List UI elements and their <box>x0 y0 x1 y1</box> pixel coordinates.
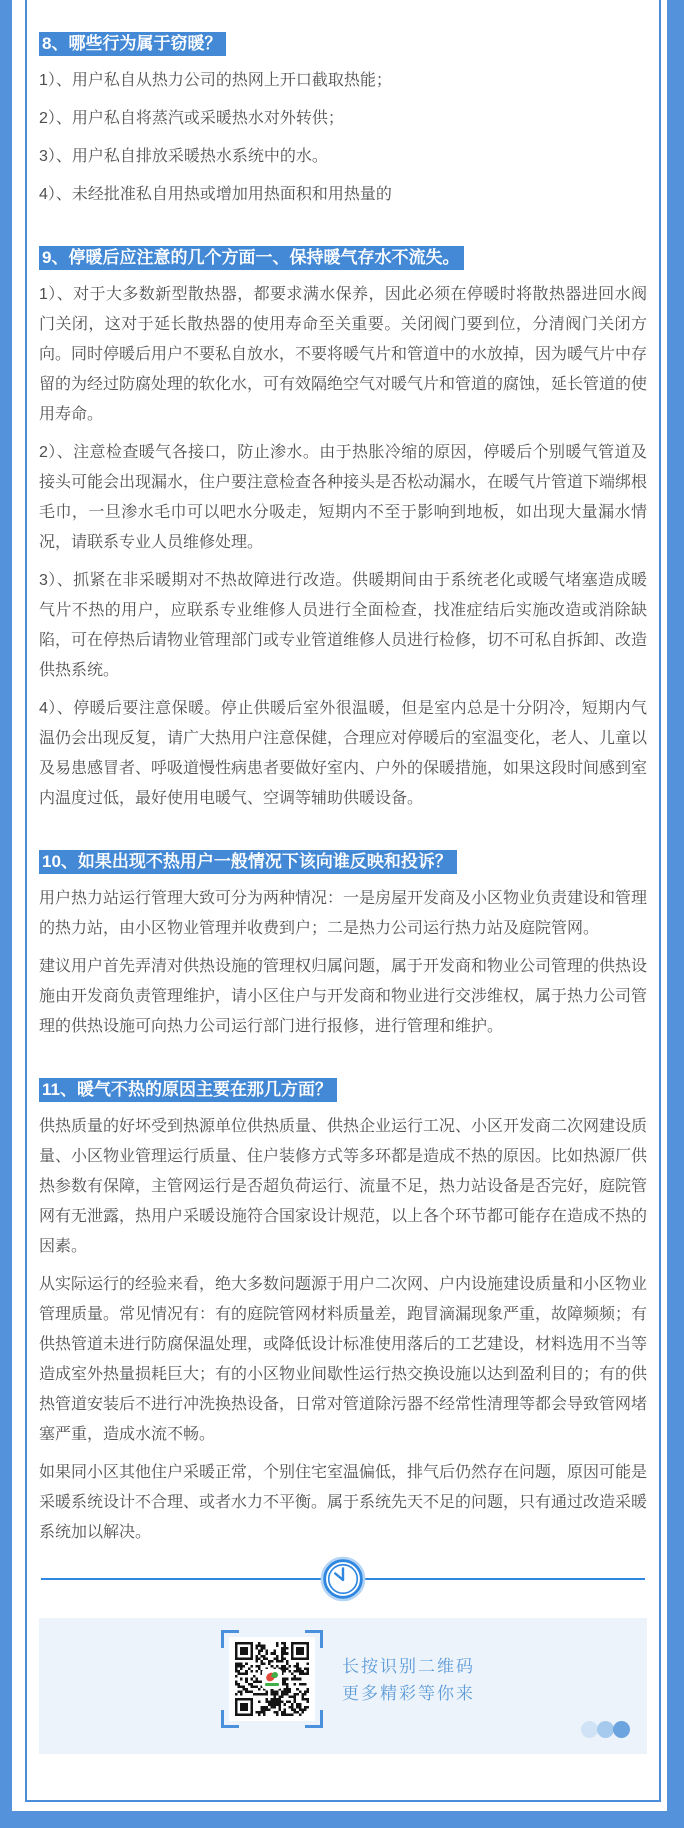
frame-left-bar <box>0 0 12 1828</box>
pager-dot <box>597 1721 614 1738</box>
paragraph: 1）、用户私自从热力公司的热网上开口截取热能； <box>39 72 392 89</box>
section-heading: 10、如果出现不热用户一般情况下该向谁反映和投诉？ <box>39 850 457 874</box>
clock-icon <box>320 1556 366 1602</box>
faq-section <box>39 850 647 1042</box>
pager-dots <box>582 1721 630 1738</box>
qr-panel <box>39 1618 647 1754</box>
section-paragraphs <box>39 66 647 210</box>
qr-caption-line2: 更多精彩等你来 <box>342 1684 475 1703</box>
frame-bottom-bar <box>0 1811 684 1828</box>
frame-right-bar <box>667 0 684 1828</box>
section-divider <box>39 1556 647 1602</box>
pager-dot <box>613 1721 630 1738</box>
section-paragraphs <box>39 1112 647 1548</box>
section-heading: 11、暖气不热的原因主要在那几方面？ <box>39 1078 337 1102</box>
section-heading: 9、停暖后应注意的几个方面一、保持暖气存水不流失。 <box>39 246 464 270</box>
paragraph: 建议用户首先弄清对供热设施的管理权归属问题，属于开发商和物业公司管理的供热设施由开发商负责管理维护，请小区住户与开发商和物业进行交涉维权，属于热力公司管理的供热设施可向热力公司运行部门进行报修，进行管理和维护。 <box>39 958 648 1035</box>
paragraph: 如果同小区其他住户采暖正常，个别住宅室温偏低，排气后仍然存在问题，原因可能是采暖系统设计不合理、或者水力不平衡。属于系统先天不足的问题，只有通过改造采暖系统加以解决。 <box>39 1464 648 1541</box>
paragraph: 用户热力站运行管理大致可分为两种情况：一是房屋开发商及小区物业负责建设和管理的热力站，由小区物业管理并收费到户；二是热力公司运行热力站及庭院管网。 <box>39 890 648 937</box>
section-paragraphs <box>39 884 647 1042</box>
section-heading: 8、哪些行为属于窃暖？ <box>39 32 226 56</box>
paragraph: 4）、未经批准私自用热或增加用热面积和用热量的 <box>39 186 392 203</box>
paragraph: 2）、注意检查暖气各接口，防止渗水。由于热胀冷缩的原因，停暖后个别暖气管道及接头可能会出现漏水，住户要注意检查各种接头是否松动漏水，在暖气片管道下端绑根毛巾，一旦渗水毛巾可以吧水分吸走，短期内不至于影响到地板，如出现大量漏水情况，请联系专业人员维修处理。 <box>39 444 648 551</box>
qr-code-image <box>229 1637 315 1721</box>
qr-logo <box>262 1669 282 1689</box>
qr-caption-line1: 长按识别二维码 <box>342 1657 475 1676</box>
section-paragraphs <box>39 280 647 814</box>
article-frame <box>25 0 661 1802</box>
paragraph: 从实际运行的经验来看，绝大多数问题源于用户二次网、户内设施建设质量和小区物业管理质量。常见情况有：有的庭院管网材料质量差，跑冒滴漏现象严重，故障频频；有供热管道未进行防腐保温处理，或降低设计标准使用落后的工艺建设，材料选用不当等造成室外热量损耗巨大；有的小区物业间歇性运行热交换设施以达到盈利目的；有的供热管道安装后不进行冲洗换热设备，日常对管道除污器不经常性清理等都会导致管网堵塞严重，造成水流不畅。 <box>39 1276 648 1443</box>
paragraph: 2）、用户私自将蒸汽或采暖热水对外转供； <box>39 110 344 127</box>
paragraph: 1）、对于大多数新型散热器，都要求满水保养，因此必须在停暖时将散热器进回水阀门关闭，这对于延长散热器的使用寿命至关重要。关闭阀门要到位，分清阀门关闭方向。同时停暖后用户不要私自放水，不要将暖气片和管道中的水放掉，因为暖气片中存留的为经过防腐处理的软化水，可有效隔绝空气对暖气片和管道的腐蚀，延长管道的使用寿命。 <box>39 286 648 423</box>
paragraph: 3）、抓紧在非采暖期对不热故障进行改造。供暖期间由于系统老化或暖气堵塞造成暖气片不热的用户，应联系专业维修人员进行全面检查，找准症结后实施改造或消除缺陷，可在停热后请物业管理部门或专业管道维修人员进行检修，切不可私自拆卸、改造供热系统。 <box>39 572 648 679</box>
pager-dot <box>581 1721 598 1738</box>
article-body <box>39 32 647 1548</box>
paragraph: 3）、用户私自排放采暖热水系统中的水。 <box>39 148 328 165</box>
paragraph: 4）、停暖后要注意保暖。停止供暖后室外很温暖，但是室内总是十分阴冷，短期内气温仍会出现反复，请广大热用户注意保健，合理应对停暖后的室温变化，老人、儿童以及易患感冒者、呼吸道慢性病患者要做好室内、户外的保暖措施，如果这段时间感到室内温度过低，最好使用电暖气、空调等辅助供暖设备。 <box>39 700 648 807</box>
qr-code[interactable] <box>221 1630 323 1728</box>
faq-section <box>39 246 647 814</box>
paragraph: 供热质量的好坏受到热源单位供热质量、供热企业运行工况、小区开发商二次网建设质量、小区物业管理运行质量、住户装修方式等多环都是造成不热的原因。比如热源厂供热参数有保障，主管网运行是否超负荷运行、流量不足，热力站设备是否完好，庭院管网有无泄露，热用户采暖设施符合国家设计规范，以上各个环节都可能存在造成不热的因素。 <box>39 1118 648 1255</box>
faq-section <box>39 1078 647 1548</box>
faq-section <box>39 32 647 210</box>
qr-captions <box>342 1654 475 1706</box>
